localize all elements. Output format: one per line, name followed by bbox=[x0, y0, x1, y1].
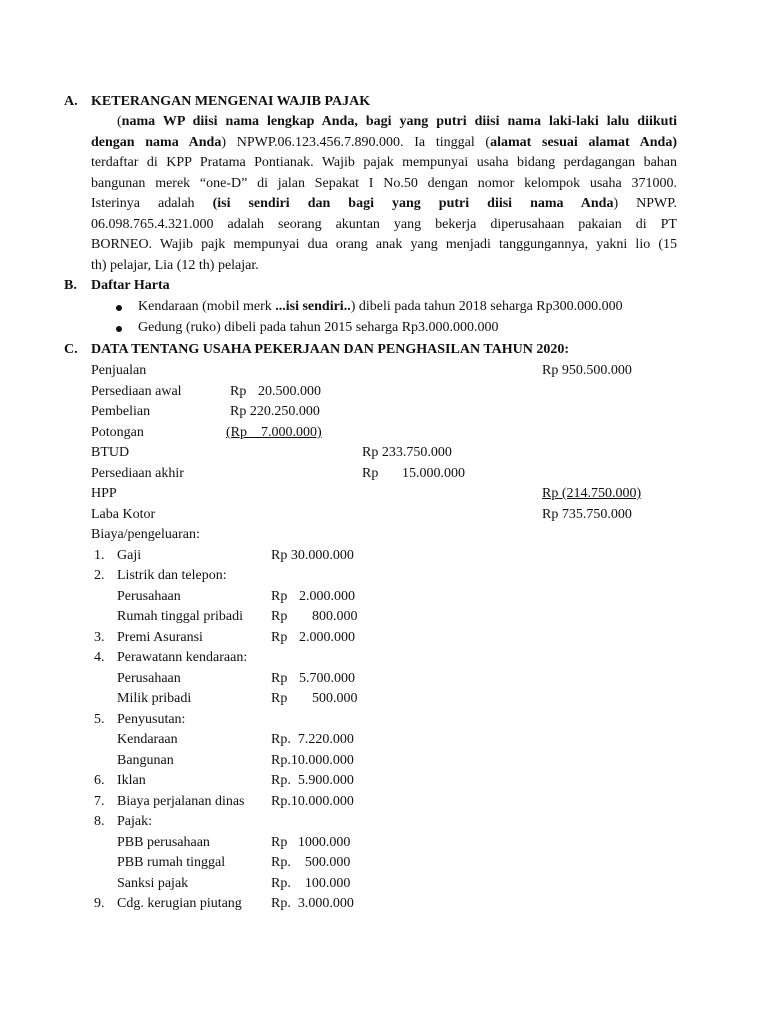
bullet-icon bbox=[116, 326, 122, 332]
list-number: 9. bbox=[94, 896, 105, 911]
paragraph-line: 06.098.765.4.321.000 adalah seorang akuntan yang bekerja diperusahaan pakaian di PT bbox=[91, 216, 677, 232]
premi-label: Premi Asuransi bbox=[117, 630, 203, 645]
perjalanan-dinas-value: Rp.10.000.000 bbox=[271, 794, 354, 809]
pbb-perusahaan-value: Rp 1000.000 bbox=[271, 835, 351, 850]
perusahaan-rp: Rp bbox=[271, 671, 288, 686]
section-a-paragraph bbox=[91, 112, 677, 276]
iklan-label: Iklan bbox=[117, 773, 146, 788]
gaji-value: Rp 30.000.000 bbox=[271, 548, 354, 563]
section-c-title: DATA TENTANG USAHA PEKERJAAN DAN PENGHASILAN TAHUN 2020: bbox=[91, 342, 569, 357]
premi-value: 2.000.000 bbox=[299, 630, 355, 645]
milik-pribadi-rp: Rp bbox=[271, 691, 288, 706]
biaya-title: Biaya/pengeluaran: bbox=[91, 527, 200, 542]
penjualan-label: Penjualan bbox=[91, 363, 147, 378]
iklan-value: Rp. 5.900.000 bbox=[271, 773, 354, 788]
asset-item-vehicle: Kendaraan (mobil merk ...isi sendiri..) dibeli pada tahun 2018 seharga Rp300.000.000 bbox=[138, 299, 623, 314]
list-number: 7. bbox=[94, 794, 105, 809]
kendaraan-value: Rp. 7.220.000 bbox=[271, 732, 354, 747]
pbb-rumah-label: PBB rumah tinggal bbox=[117, 855, 226, 870]
perawatan-label: Perawatann kendaraan: bbox=[117, 650, 248, 665]
perjalanan-dinas-label: Biaya perjalanan dinas bbox=[117, 794, 245, 809]
list-number: 5. bbox=[94, 712, 105, 727]
sanksi-pajak-value: Rp. 100.000 bbox=[271, 876, 351, 891]
persediaan-awal-rp: Rp bbox=[230, 384, 247, 399]
section-b-title: Daftar Harta bbox=[91, 278, 170, 293]
sanksi-pajak-label: Sanksi pajak bbox=[117, 876, 189, 891]
section-b-letter: B. bbox=[64, 278, 77, 293]
list-number: 1. bbox=[94, 548, 105, 563]
rumah-tinggal-label: Rumah tinggal pribadi bbox=[117, 609, 243, 624]
section-c-letter: C. bbox=[64, 342, 78, 357]
persediaan-awal-value: 20.500.000 bbox=[258, 384, 321, 399]
listrik-label: Listrik dan telepon: bbox=[117, 568, 227, 583]
btud-value: Rp 233.750.000 bbox=[362, 445, 452, 460]
kendaraan-label: Kendaraan bbox=[117, 732, 178, 747]
paragraph-line: BORNEO. Wajib pajk mempunyai dua orang anak yang menjadi tanggungannya, yakni lio (15 bbox=[91, 237, 677, 252]
persediaan-akhir-label: Persediaan akhir bbox=[91, 466, 184, 481]
milik-pribadi-value: 500.000 bbox=[312, 691, 358, 706]
rumah-tinggal-rp: Rp bbox=[271, 609, 288, 624]
bullet-icon bbox=[116, 305, 122, 311]
rumah-tinggal-value: 800.000 bbox=[312, 609, 358, 624]
hpp-label: HPP bbox=[91, 486, 117, 501]
list-number: 2. bbox=[94, 568, 105, 583]
pembelian-label: Pembelian bbox=[91, 404, 151, 419]
laba-kotor-label: Laba Kotor bbox=[91, 507, 156, 522]
perusahaan-value: 5.700.000 bbox=[299, 671, 355, 686]
potongan-label: Potongan bbox=[91, 425, 144, 440]
pbb-rumah-value: Rp. 500.000 bbox=[271, 855, 351, 870]
list-number: 8. bbox=[94, 814, 105, 829]
paragraph-line: Isterinya adalah (isi sendiri dan bagi yang putri diisi nama Anda) NPWP. bbox=[91, 196, 677, 211]
penyusutan-label: Penyusutan: bbox=[117, 712, 186, 727]
paragraph-line: bangunan merek “one-D” di jalan Sepakat I No.50 dengan nomor kelompok usaha 371000. bbox=[91, 175, 677, 191]
penjualan-value: Rp 950.500.000 bbox=[542, 363, 632, 378]
section-a-title: KETERANGAN MENGENAI WAJIB PAJAK bbox=[91, 94, 371, 109]
persediaan-akhir-rp: Rp bbox=[362, 466, 379, 481]
pbb-perusahaan-label: PBB perusahaan bbox=[117, 835, 210, 850]
cdg-kerugian-label: Cdg. kerugian piutang bbox=[117, 896, 242, 911]
list-number: 6. bbox=[94, 773, 105, 788]
laba-kotor-value: Rp 735.750.000 bbox=[542, 507, 632, 522]
milik-pribadi-label: Milik pribadi bbox=[117, 691, 192, 706]
list-number: 3. bbox=[94, 630, 105, 645]
paragraph-line: th) pelajar, Lia (12 th) pelajar. bbox=[91, 257, 259, 273]
pajak-label: Pajak: bbox=[117, 814, 152, 829]
btud-label: BTUD bbox=[91, 445, 130, 460]
bangunan-value: Rp.10.000.000 bbox=[271, 753, 354, 768]
section-a-letter: A. bbox=[64, 94, 78, 109]
perusahaan-label: Perusahaan bbox=[117, 589, 181, 604]
bangunan-label: Bangunan bbox=[117, 753, 174, 768]
list-number: 4. bbox=[94, 650, 105, 665]
paragraph-line: (nama WP diisi nama lengkap Anda, bagi yang putri diisi nama laki-laki lalu diikuti bbox=[117, 114, 677, 129]
paragraph-line: dengan nama Anda) NPWP.06.123.456.7.890.000. Ia tinggal (alamat sesuai alamat Anda) bbox=[91, 134, 677, 150]
gaji-label: Gaji bbox=[117, 548, 142, 563]
hpp-value: Rp (214.750.000) bbox=[542, 486, 642, 501]
persediaan-akhir-value: 15.000.000 bbox=[402, 466, 465, 481]
premi-rp: Rp bbox=[271, 630, 288, 645]
perusahaan-rp: Rp bbox=[271, 589, 288, 604]
asset-item-building: Gedung (ruko) dibeli pada tahun 2015 seharga Rp3.000.000.000 bbox=[138, 320, 499, 335]
perusahaan-value: 2.000.000 bbox=[299, 589, 355, 604]
pembelian-value: Rp 220.250.000 bbox=[230, 404, 320, 419]
cdg-kerugian-value: Rp. 3.000.000 bbox=[271, 896, 354, 911]
potongan-value: (Rp 7.000.000) bbox=[226, 425, 322, 440]
persediaan-awal-label: Persediaan awal bbox=[91, 384, 182, 399]
paragraph-line: terdaftar di KPP Pratama Pontianak. Wajib pajak mempunyai usaha bidang perdagangan bahan bbox=[91, 155, 677, 170]
perusahaan-label: Perusahaan bbox=[117, 671, 181, 686]
